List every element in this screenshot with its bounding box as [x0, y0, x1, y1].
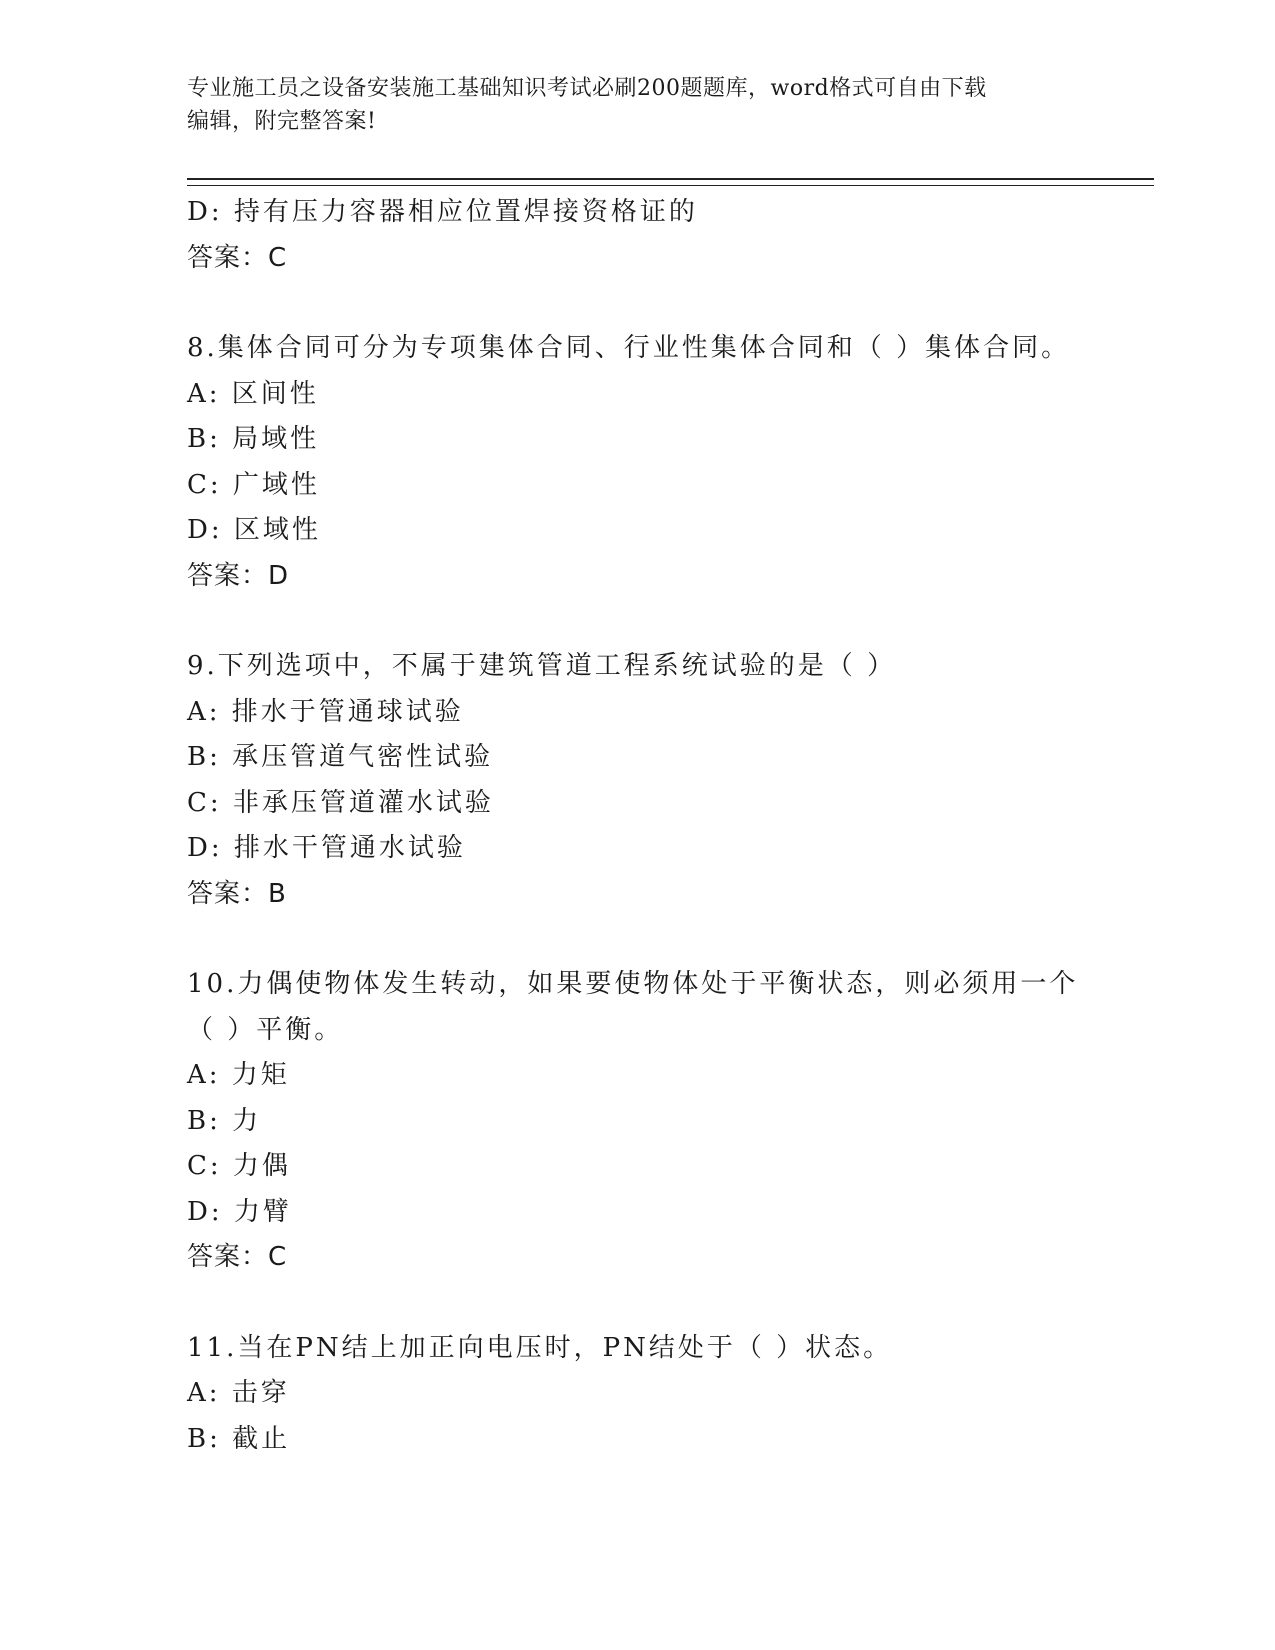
- option-a: A: 力矩: [187, 1060, 290, 1090]
- option-a: A: 排水于管通球试验: [187, 696, 464, 727]
- previous-question-tail: [187, 190, 1087, 281]
- answer: 答案：C: [187, 1242, 288, 1272]
- answer: 答案：D: [187, 560, 290, 591]
- option-d: D: 区域性: [187, 515, 321, 545]
- document-body: [187, 190, 1087, 1462]
- option-a: A: 区间性: [187, 378, 319, 409]
- document-header: [187, 72, 1067, 138]
- header-title-line-1: 专业施工员之设备安装施工基础知识考试必刷200题题库，word格式可自由下载: [187, 76, 987, 101]
- question-stem: 11.当在PN结上加正向电压时，PN结处于（ ）状态。: [187, 1332, 893, 1363]
- answer: 答案：C: [187, 242, 288, 273]
- option-b: B: 局域性: [187, 424, 320, 454]
- option-b: B: 截止: [187, 1423, 291, 1454]
- header-divider: [187, 178, 1154, 186]
- answer: 答案：B: [187, 878, 287, 909]
- option-c: C: 力偶: [187, 1151, 291, 1181]
- header-title-line-2: 编辑，附完整答案!: [187, 109, 377, 134]
- question-stem: 9.下列选项中，不属于建筑管道工程系统试验的是（ ）: [187, 651, 897, 681]
- option-d: D: 持有压力容器相应位置焊接资格证的: [187, 197, 698, 227]
- option-c: C: 非承压管道灌水试验: [187, 787, 494, 818]
- option-c: C: 广域性: [187, 469, 320, 500]
- question-stem: 8.集体合同可分为专项集体合同、行业性集体合同和（ ）集体合同。: [187, 333, 1071, 363]
- question-10: [187, 962, 1087, 1281]
- question-11: [187, 1326, 1087, 1463]
- option-a: A: 击穿: [187, 1378, 290, 1408]
- option-d: D: 排水干管通水试验: [187, 833, 466, 863]
- option-d: D: 力臂: [187, 1196, 292, 1227]
- option-b: B: 承压管道气密性试验: [187, 742, 494, 772]
- question-stem-line-1: 10.力偶使物体发生转动，如果要使物体处于平衡状态，则必须用一个: [187, 969, 1079, 999]
- question-9: [187, 644, 1087, 917]
- question-stem-line-2: （ ）平衡。: [187, 1014, 344, 1045]
- question-8: [187, 326, 1087, 599]
- option-b: B: 力: [187, 1105, 262, 1136]
